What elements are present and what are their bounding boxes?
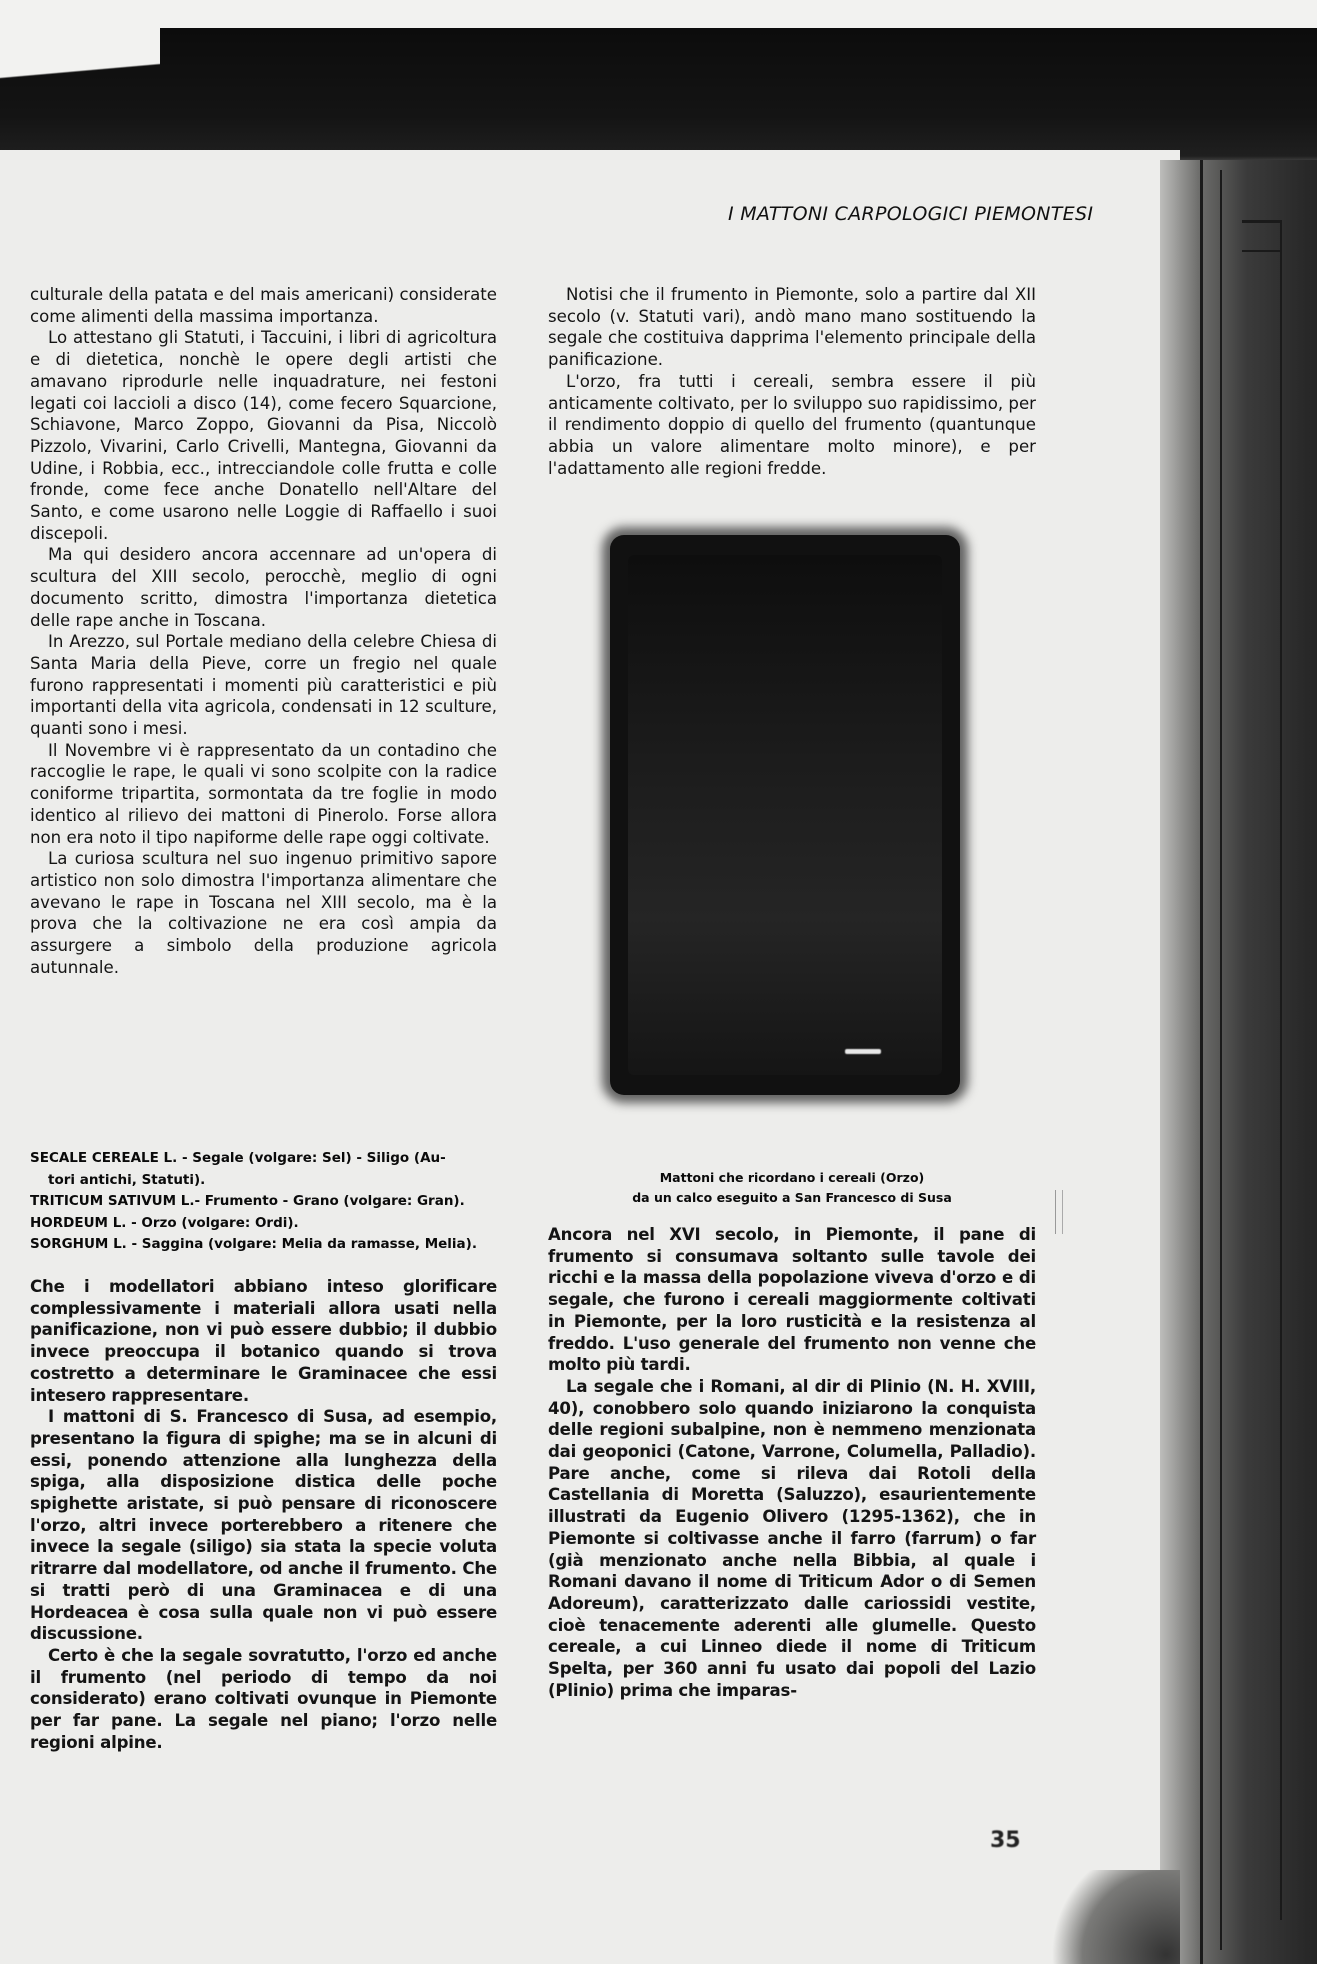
margin-mark: [1055, 1190, 1063, 1234]
brick-photograph: [610, 535, 960, 1095]
caption-line: da un calco eseguito a San Francesco di Susa: [632, 1190, 952, 1205]
photograph-highlight: [845, 1049, 881, 1054]
paragraph: culturale della patata e del mais americani) considerate come alimenti della massima importanza.: [30, 285, 497, 326]
paragraph: In Arezzo, sul Portale mediano della celebre Chiesa di Santa Maria della Pieve, corre un fregio nel quale furono rappresentati i momenti più caratteristici e più importanti della vita agricola, condensati in 12 sculture, quanti sono i mesi.: [30, 632, 497, 739]
paragraph: Il Novembre vi è rappresentato da un contadino che raccoglie le rape, le quali vi sono scolpite con la radice coniforme tripartita, sormontata da tre foglie in modo identico al rilievo dei mattoni di Pinerolo. Forse allora non era noto il tipo napiforme delle rape oggi coltivate.: [30, 740, 497, 847]
paragraph: Lo attestano gli Statuti, i Taccuini, i libri di agricoltura e di dietetica, nonchè le opere degli artisti che amavano riprodurle nelle inquadrature, nei festoni legati coi laccioli a disco (14), come fecero Squarcione, Schiavone, Marco Zoppo, Giovanni da Pisa, Niccolò Pizzolo, Vivarini, Carlo Crivelli, Mantegna, Giovanni da Udine, i Robbia, ecc., intrecciandole colle frutta e colle fronde, come fece anche Donatello nell'Altare del Santo, e come usarono nelle Loggie di Raffaello i suoi discepoli.: [30, 328, 497, 543]
paragraph: L'orzo, fra tutti i cereali, sembra essere il più anticamente coltivato, per lo sviluppo suo rapidissimo, per il rendimento doppio di quello del frumento (quantunque abbia un valore alimentare molto minore), e per l'adattamento alle regioni fredde.: [548, 371, 1036, 478]
paragraph: Certo è che la segale sovratutto, l'orzo ed anche il frumento (nel periodo di tempo da noi considerato) erano coltivati ovunque in Piemonte per far pane. La segale nel piano; l'orzo nelle regioni alpine.: [30, 1645, 497, 1752]
paragraph: La curiosa scultura nel suo ingenuo primitivo sapore artistico non solo dimostra l'importanza alimentare che avevano le rape in Toscana nel XIII secolo, ma è la prova che la coltivazione ne era così ampia da assurgere a simbolo della produzione agricola autunnale.: [30, 849, 497, 977]
species-entry: TRITICUM SATIVUM L.- Frumento - Grano (volgare: Gran).: [30, 1193, 465, 1209]
species-entry: SECALE CEREALE L. - Segale (volgare: Sel) - Siligo (Au-: [30, 1150, 446, 1166]
brick-photograph-dark-area: [628, 555, 942, 1075]
paragraph: La segale che i Romani, al dir di Plinio (N. H. XVIII, 40), conobbero solo quando iniziarono la conquista delle regioni subalpine, non è nemmeno menzionata dai geoponici (Catone, Varrone, Columella, Palladio). Pare anche, come si rileva dai Rotoli della Castellania di Moretta (Saluzzo), esaurientemente illustrati da Eugenio Olivero (1295-1362), che in Piemonte si coltivasse anche il farro (farrum) o far (già menzionato anche nella Bibbia, al quale i Romani davano il nome di Triticum Ador o di Semen Adoreum), caratterizzato dalle cariossidi vestite, cioè tenacemente aderenti alle glumelle. Questo cereale, a cui Linneo diede il nome di Triticum Spelta, per 360 anni fu usato dai popoli del Lazio (Plinio) prima che imparas-: [548, 1376, 1036, 1700]
species-entry: SORGHUM L. - Saggina (volgare: Melia da ramasse, Melia).: [30, 1236, 477, 1252]
paragraph: Notisi che il frumento in Piemonte, solo a partire dal XII secolo (v. Statuti vari), andò mano mano sostituendo la segale che costituiva dapprima l'elemento principale della panificazione.: [548, 285, 1036, 370]
species-entry: HORDEUM L. - Orzo (volgare: Ordi).: [30, 1214, 299, 1231]
paragraph: Ma qui desidero ancora accennare ad un'opera di scultura del XIII secolo, perocchè, meglio di ogni documento scritto, dimostra l'importanza dietetica delle rape anche in Toscana.: [30, 545, 497, 630]
paragraph: Che i modellatori abbiano inteso glorificare complessivamente i materiali allora usati nella panificazione, non vi può essere dubbio; il dubbio invece preoccupa il botanico quando si trova costretto a determinare le Graminacee che essi intesero rappresentare.: [30, 1277, 497, 1405]
right-column-text: [548, 284, 1036, 479]
right-column-bottom-text: [548, 1224, 1036, 1701]
running-title: I MATTONI CARPOLOGICI PIEMONTESI: [728, 203, 1094, 225]
book-edge-right: [1160, 160, 1317, 1964]
species-list: [30, 1148, 510, 1256]
figure-caption: [548, 1168, 1036, 1208]
paragraph: Ancora nel XVI secolo, in Piemonte, il pane di frumento si consumava soltanto sulle tavole dei ricchi e la massa della popolazione viveva d'orzo e di segale, che furono i cereali maggiormente coltivati in Piemonte, per la loro rusticità e la resistenza al freddo. L'uso generale del frumento non venne che molto più tardi.: [548, 1225, 1036, 1375]
left-column-bottom-text: [30, 1276, 497, 1753]
page-number: 35: [990, 1828, 1021, 1853]
paragraph: I mattoni di S. Francesco di Susa, ad esempio, presentano la figura di spighe; ma se in alcuni di essi, ponendo attenzione alla lunghezza della spiga, alla disposizione distica delle poche spighette aristate, si può pensare di riconoscere l'orzo, altri invece porterebbero a ritenere che invece la segale (siligo) sia stata la specie voluta ritrarre dal modellatore, od anche il frumento. Che si tratti però di una Graminacea e di una Hordeacea è cosa sulla quale non vi può essere discussione.: [30, 1407, 497, 1644]
left-column-text: [30, 284, 497, 979]
page-corner-shadow: [1040, 1870, 1180, 1964]
species-entry-continuation: tori antichi, Statuti).: [48, 1171, 206, 1188]
caption-line: Mattoni che ricordano i cereali (Orzo): [659, 1170, 925, 1185]
